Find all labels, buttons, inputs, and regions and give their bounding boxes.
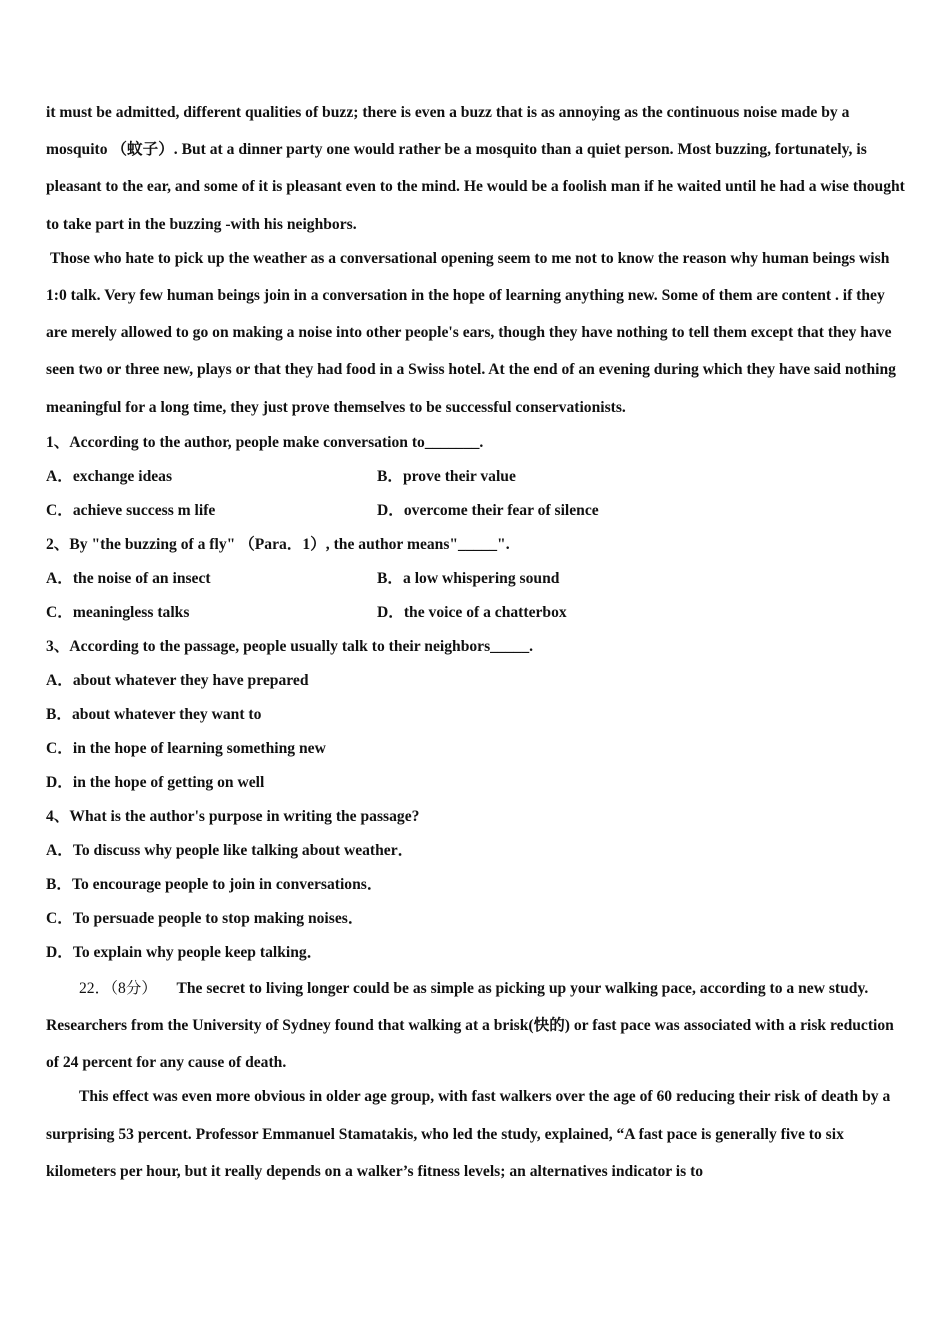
section-22-number: 22．（8分）	[79, 979, 157, 997]
question-4-option-c: C．To persuade people to stop making noises．	[46, 909, 364, 927]
question-1-options-row-1	[46, 460, 908, 494]
question-3-option-a: A．about whatever they have prepared	[46, 671, 309, 689]
question-2-stem: 2、By "the buzzing of a fly" （Para．1）, the author means"_____".	[46, 535, 510, 553]
question-1-options-row-2	[46, 494, 908, 528]
section-22-paragraph-1-text: The secret to living longer could be as simple as picking up your walking pace, according to a new study. Researchers from the University of Sydney found that walking at a brisk(快的) or fast pace was associated with a risk reduction of 24 percent for any cause of death.	[46, 979, 894, 1072]
question-4-option-b: B．To encourage people to join in conversations．	[46, 875, 383, 893]
question-2-options-row-1	[46, 562, 908, 596]
question-2-option-c: C．meaningless talks	[46, 603, 190, 621]
question-1-option-a: A．exchange ideas	[46, 467, 173, 485]
question-4-option-d: D．To explain why people keep talking．	[46, 943, 323, 961]
question-2-option-a: A．the noise of an insect	[46, 569, 211, 587]
question-1-option-b: B．prove their value	[377, 467, 516, 485]
section-22-paragraph-2: This effect was even more obvious in older age group, with fast walkers over the age of 60 reducing their risk of death by a surprising 53 percent. Professor Emmanuel Stamatakis, who led the study, explained, “A fast pace is generally five to six kilometers per hour, but it really depends on a walker’s fitness levels; an alternatives indicator is to	[46, 1088, 891, 1180]
question-2-option-d: D．the voice of a chatterbox	[377, 603, 567, 621]
question-1-option-d: D．overcome their fear of silence	[377, 501, 599, 519]
question-4-stem: 4、What is the author's purpose in writing the passage?	[46, 807, 420, 825]
question-2-option-b: B．a low whispering sound	[377, 569, 560, 587]
question-3-stem: 3、According to the passage, people usually talk to their neighbors_____.	[46, 637, 534, 655]
question-2-options-row-2	[46, 596, 908, 630]
question-4-option-a: A．To discuss why people like talking about weather．	[46, 841, 414, 859]
section-22-paragraph-1	[46, 970, 908, 1082]
document-content	[46, 94, 908, 1190]
question-1-stem: 1、According to the author, people make conversation to_______.	[46, 433, 484, 451]
passage-paragraph-1: it must be admitted, different qualities of buzz; there is even a buzz that is as annoying as the continuous noise made by a mosquito （蚊子）. But at a dinner party one would rather be a mosquito than a quiet person. Most buzzing, fortunately, is pleasant to the ear, and some of it is pleasant even to the mind. He would be a foolish man if he waited until he had a wise thought to take part in the buzzing -with his neighbors.	[46, 104, 905, 233]
question-3-option-b: B．about whatever they want to	[46, 705, 262, 723]
passage-paragraph-2: Those who hate to pick up the weather as a conversational opening seem to me not to know the reason why human beings wish 1:0 talk. Very few human beings join in a conversation in the hope of learning anything new. Some of them are content . if they are merely allowed to go on making a noise into other people's ears, though they have nothing to tell them except that they have seen two or three new, plays or that they had food in a Swiss hotel. At the end of an evening during which they have said nothing meaningful for a long time, they just prove themselves to be successful conservationists.	[46, 249, 896, 416]
question-3-option-d: D．in the hope of getting on well	[46, 773, 265, 791]
question-1-option-c: C．achieve success m life	[46, 501, 216, 519]
question-3-option-c: C．in the hope of learning something new	[46, 739, 326, 757]
